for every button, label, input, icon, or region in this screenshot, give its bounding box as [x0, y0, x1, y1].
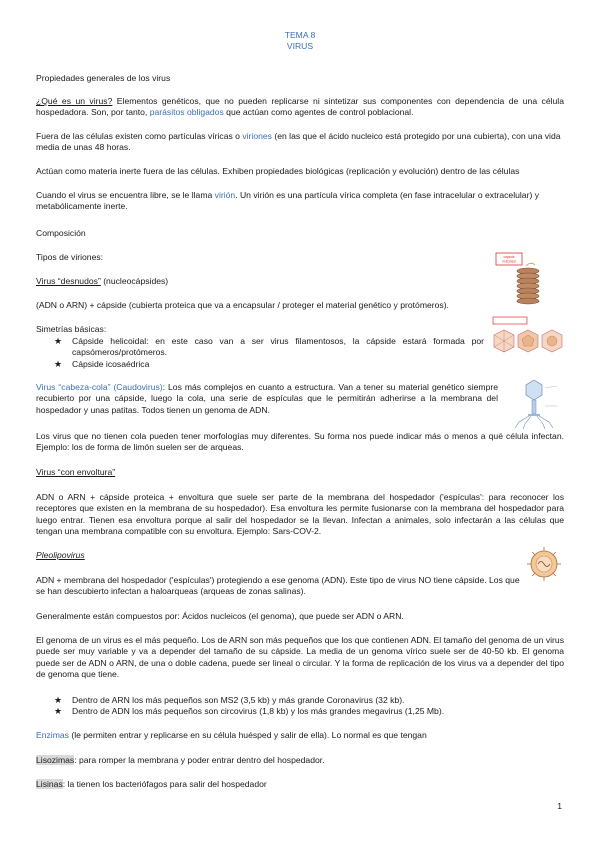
paragraph-virion: Cuando el virus se encuentra libre, se le llama virión. Un virión es una partícula vírica completa (en fase intracelular o extracelular) y metabólicamente inerte. — [36, 190, 539, 212]
envoltura-heading: Virus “con envoltura” — [36, 467, 116, 477]
composicion-heading: Composición — [36, 228, 86, 238]
list-item: ★ Cápside icosaédrica — [54, 359, 484, 370]
helix-coil — [517, 263, 539, 304]
paragraph-lisozimas: Lisozimas: para romper la membrana y poder entrar dentro del hospedador. — [36, 755, 325, 765]
header-tema: TEMA 8 — [284, 30, 316, 40]
paragraph-lisinas: Lisinas: la tienen los bacteriófagos para salir del hospedador — [36, 779, 267, 789]
pleolipovirus-figure — [526, 546, 562, 582]
arn-capside-text: (ADN o ARN) + cápside (cubierta proteica que va a encapsular / proteger el material genético y protómeros). — [36, 300, 449, 310]
paragraph-que-es: ¿Qué es un virus? Elementos genéticos, que no pueden replicarse ni sintetizar sus componentes con dependencia de una célula hospedadora. Son, por tanto, parásitos obligados que actúan como agentes de control poblacional. — [36, 96, 564, 118]
icosahedron-3 — [542, 330, 562, 352]
bacteriophage-figure — [505, 378, 563, 430]
simetrias-list — [54, 336, 484, 370]
desnudos-heading: Virus “desnudos” (nucleocápsides) — [36, 276, 169, 286]
genoma-list — [54, 695, 564, 718]
paragraph-cabeza-cola: Virus “cabeza-cola” (Caudovirus): Los más complejos en cuanto a estructura. Van a tener su material genético siempre recubierto por una cápside, luego la cola, una serie de espículas que le permitirán adherirse a la membrana del hospedador y unas patitas. Todos tienen un genoma de ADN. — [36, 382, 498, 415]
paragraph-genoma: El genoma de un virus es el más pequeño. Los de ARN son más pequeños que los que contienen ADN. El tamaño del genoma de un virus puede ser muy variable y va a depender del tamaño de su cápside. La media de un genoma vírico suele ser de 40-50 kb. El genoma puede ser de ADN o ARN, de una o doble cadena, puede ser lineal o circular. Y la forma de replicación de los virus va a depender del tipo de genoma que tiene. — [36, 635, 564, 680]
list-item: ★ Dentro de ADN los más pequeños son circovirus (1,8 kb) y los más grandes megavirus (1,25 Mb). — [54, 706, 564, 717]
list-item: ★ Cápside helicoidal: en este caso van a ser virus filamentosos, la cápside estará formada por capsómeros/protómeros. — [54, 336, 484, 359]
helical-capsid-figure — [495, 243, 545, 313]
paragraph-inerte: Actúan como materia inerte fuera de las células. Exhiben propiedades biológicas (replicación y evolución) dentro de las células — [36, 166, 520, 176]
header-virus: VIRUS — [286, 41, 314, 51]
phage-tail — [532, 400, 536, 414]
page-number: 1 — [557, 801, 562, 811]
section-title: Propiedades generales de los virus — [36, 73, 171, 83]
phage-fibers — [515, 416, 553, 429]
question-text: ¿Qué es un virus? — [36, 96, 113, 106]
icosahedral-capsid-figure — [492, 316, 564, 362]
phage-head — [526, 380, 542, 400]
paragraph-envoltura: ADN o ARN + cápside proteica + envoltura que suele ser parte de la membrana del hospedador ('espículas': para reconocer los receptores que existen en la membrana de su hospedador). Esa envoltura les permite fusionarse con la membrana del hospedador para luego entrar. Tienen esa envoltura porque al salir del hospedador se la llevan. Infectan a animales, solo infectarán a las células que tengan una membrana compatible con su envoltura. Ejemplo: Sars-COV-2. — [36, 492, 564, 537]
icosahedron-2 — [518, 330, 538, 352]
paragraph-viriones: Fuera de las células existen como partículas víricas o viriones (en las que el ácido nucleico está protegido por una cubierta), con una vida media de unas 48 horas. — [36, 131, 561, 153]
paragraph-pleolipovirus: ADN + membrana del hospedador ('espículas') protegiendo a ese genoma (ADN). Este tipo de virus NO tiene cápside. Los que se han descubierto infectan a haloarqueas (arqueas de zonas salinas). — [36, 575, 520, 597]
highlight-parasitos: parásitos obligados — [149, 107, 224, 118]
tipos-heading: Tipos de viriones: — [36, 252, 104, 262]
icosahedron-1 — [494, 330, 514, 352]
paragraph-generalmente: Generalmente están compuestos por: Ácidos nucleicos (el genoma), que puede ser ADN o ARN. — [36, 611, 404, 621]
svg-text:helicoidal: helicoidal — [502, 259, 516, 264]
phage-baseplate — [528, 414, 540, 416]
figure-label: cápside — [503, 255, 515, 259]
paragraph-enzimas: Enzimas (le permiten entrar y replicarse en su célula huésped y salir de ella). Lo normal es que tengan — [36, 730, 427, 740]
paragraph-sin-cola: Los virus que no tienen cola pueden tener morfologías muy diferentes. Su forma nos puede indicar más o menos a qué célula infectan. Ejemplo: los de forma de limón suelen ser de arqueas. — [36, 431, 564, 453]
pleolipovirus-heading: Pleolipovirus — [36, 550, 85, 560]
simetrias-title: Simetrías básicas: — [36, 324, 107, 334]
list-item: ★ Dentro de ARN los más pequeños son MS2 (3,5 kb) y más grande Coronavirus (32 kb). — [54, 695, 564, 706]
